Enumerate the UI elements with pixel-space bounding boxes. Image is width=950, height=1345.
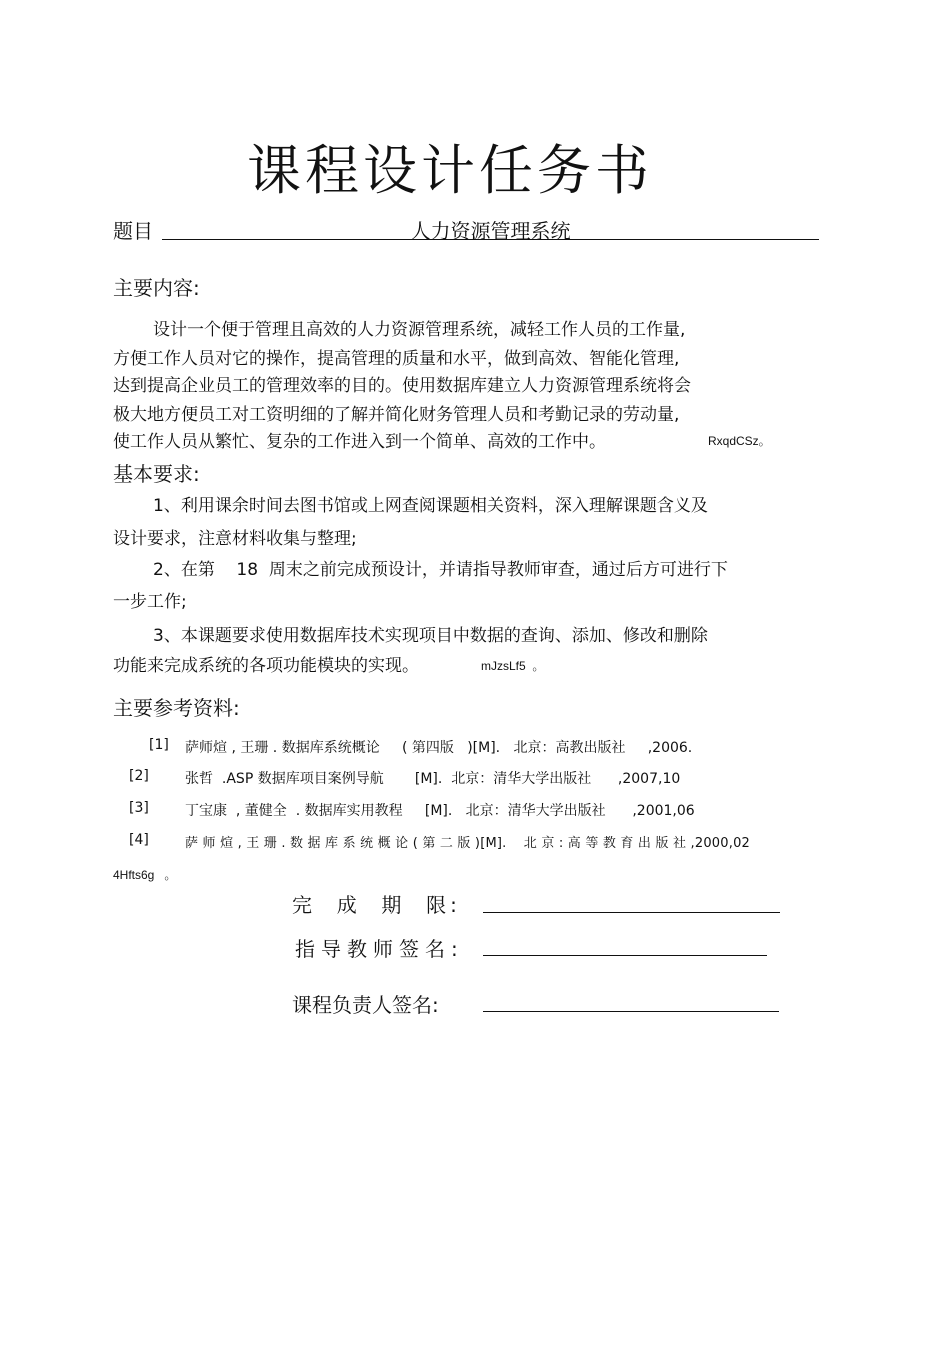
topic-label: 题目 <box>113 219 153 243</box>
reference-text: 张哲 .ASP 数据库项目案例导航 [M]. 北京：清华大学出版社 ,2007,10 <box>185 771 681 787</box>
main-content-heading: 主要内容: <box>113 276 200 300</box>
reference-text: 丁宝康 , 董健全 . 数据库实用教程 [M]. 北京：清华大学出版社 ,2001,06 <box>185 803 695 819</box>
main-content-code: RxqdCSz。 <box>708 434 771 448</box>
deadline-label: 完 成 期 限: <box>292 893 461 917</box>
main-content-line: 使工作人员从繁忙、复杂的工作进入到一个简单、高效的工作中。 <box>113 432 606 452</box>
reference-number: [4] <box>129 832 149 848</box>
course-owner-signature-label: 课程负责人签名: <box>292 993 439 1017</box>
requirement-line: 设计要求，注意材料收集与整理; <box>113 529 357 549</box>
references-heading: 主要参考资料: <box>113 696 240 720</box>
requirement-line: 3、本课题要求使用数据库技术实现项目中数据的查询、添加、修改和删除 <box>153 626 708 646</box>
requirement-line: 1、利用课余时间去图书馆或上网查阅课题相关资料，深入理解课题含义及 <box>153 496 708 516</box>
requirement-line: 功能来完成系统的各项功能模块的实现。 <box>113 656 419 676</box>
course-owner-signature-line <box>483 1011 779 1012</box>
advisor-signature-line <box>483 955 767 956</box>
reference-number: [1] <box>149 737 169 753</box>
requirement-line: 2、在第 18 周末之前完成预设计，并请指导教师审查，通过后方可进行下 <box>153 560 728 580</box>
topic-value: 人力资源管理系统 <box>410 219 571 243</box>
reference-number: [2] <box>129 768 149 784</box>
requirements-code: mJzsLf5 。 <box>481 659 545 673</box>
main-content-line: 极大地方便员工对工资明细的了解并简化财务管理人员和考勤记录的劳动量, <box>113 405 680 425</box>
reference-number: [3] <box>129 800 149 816</box>
document-title: 课程设计任务书 <box>247 139 653 202</box>
requirements-heading: 基本要求: <box>113 462 200 486</box>
main-content-line: 方便工作人员对它的操作，提高管理的质量和水平，做到高效、智能化管理, <box>113 349 680 369</box>
reference-text: 萨 师 煊 , 王 珊 . 数 据 库 系 统 概 论 ( 第 二 版 )[M]. 北 京 : 高 等 教 育 出 版 社 ,2000,02 <box>185 836 751 851</box>
main-content-line: 设计一个便于管理且高效的人力资源管理系统，减轻工作人员的工作量, <box>153 320 686 340</box>
main-content-line: 达到提高企业员工的管理效率的目的。使用数据库建立人力资源管理系统将会 <box>113 376 691 396</box>
advisor-signature-label: 指导教师签名: <box>295 937 464 961</box>
reference-text: 萨师煊 , 王珊 . 数据库系统概论 ( 第四版 )[M]. 北京：高教出版社 ,2006. <box>185 740 693 756</box>
requirement-line: 一步工作; <box>113 592 187 612</box>
references-code: 4Hfts6g 。 <box>113 868 177 882</box>
deadline-line <box>483 912 780 913</box>
